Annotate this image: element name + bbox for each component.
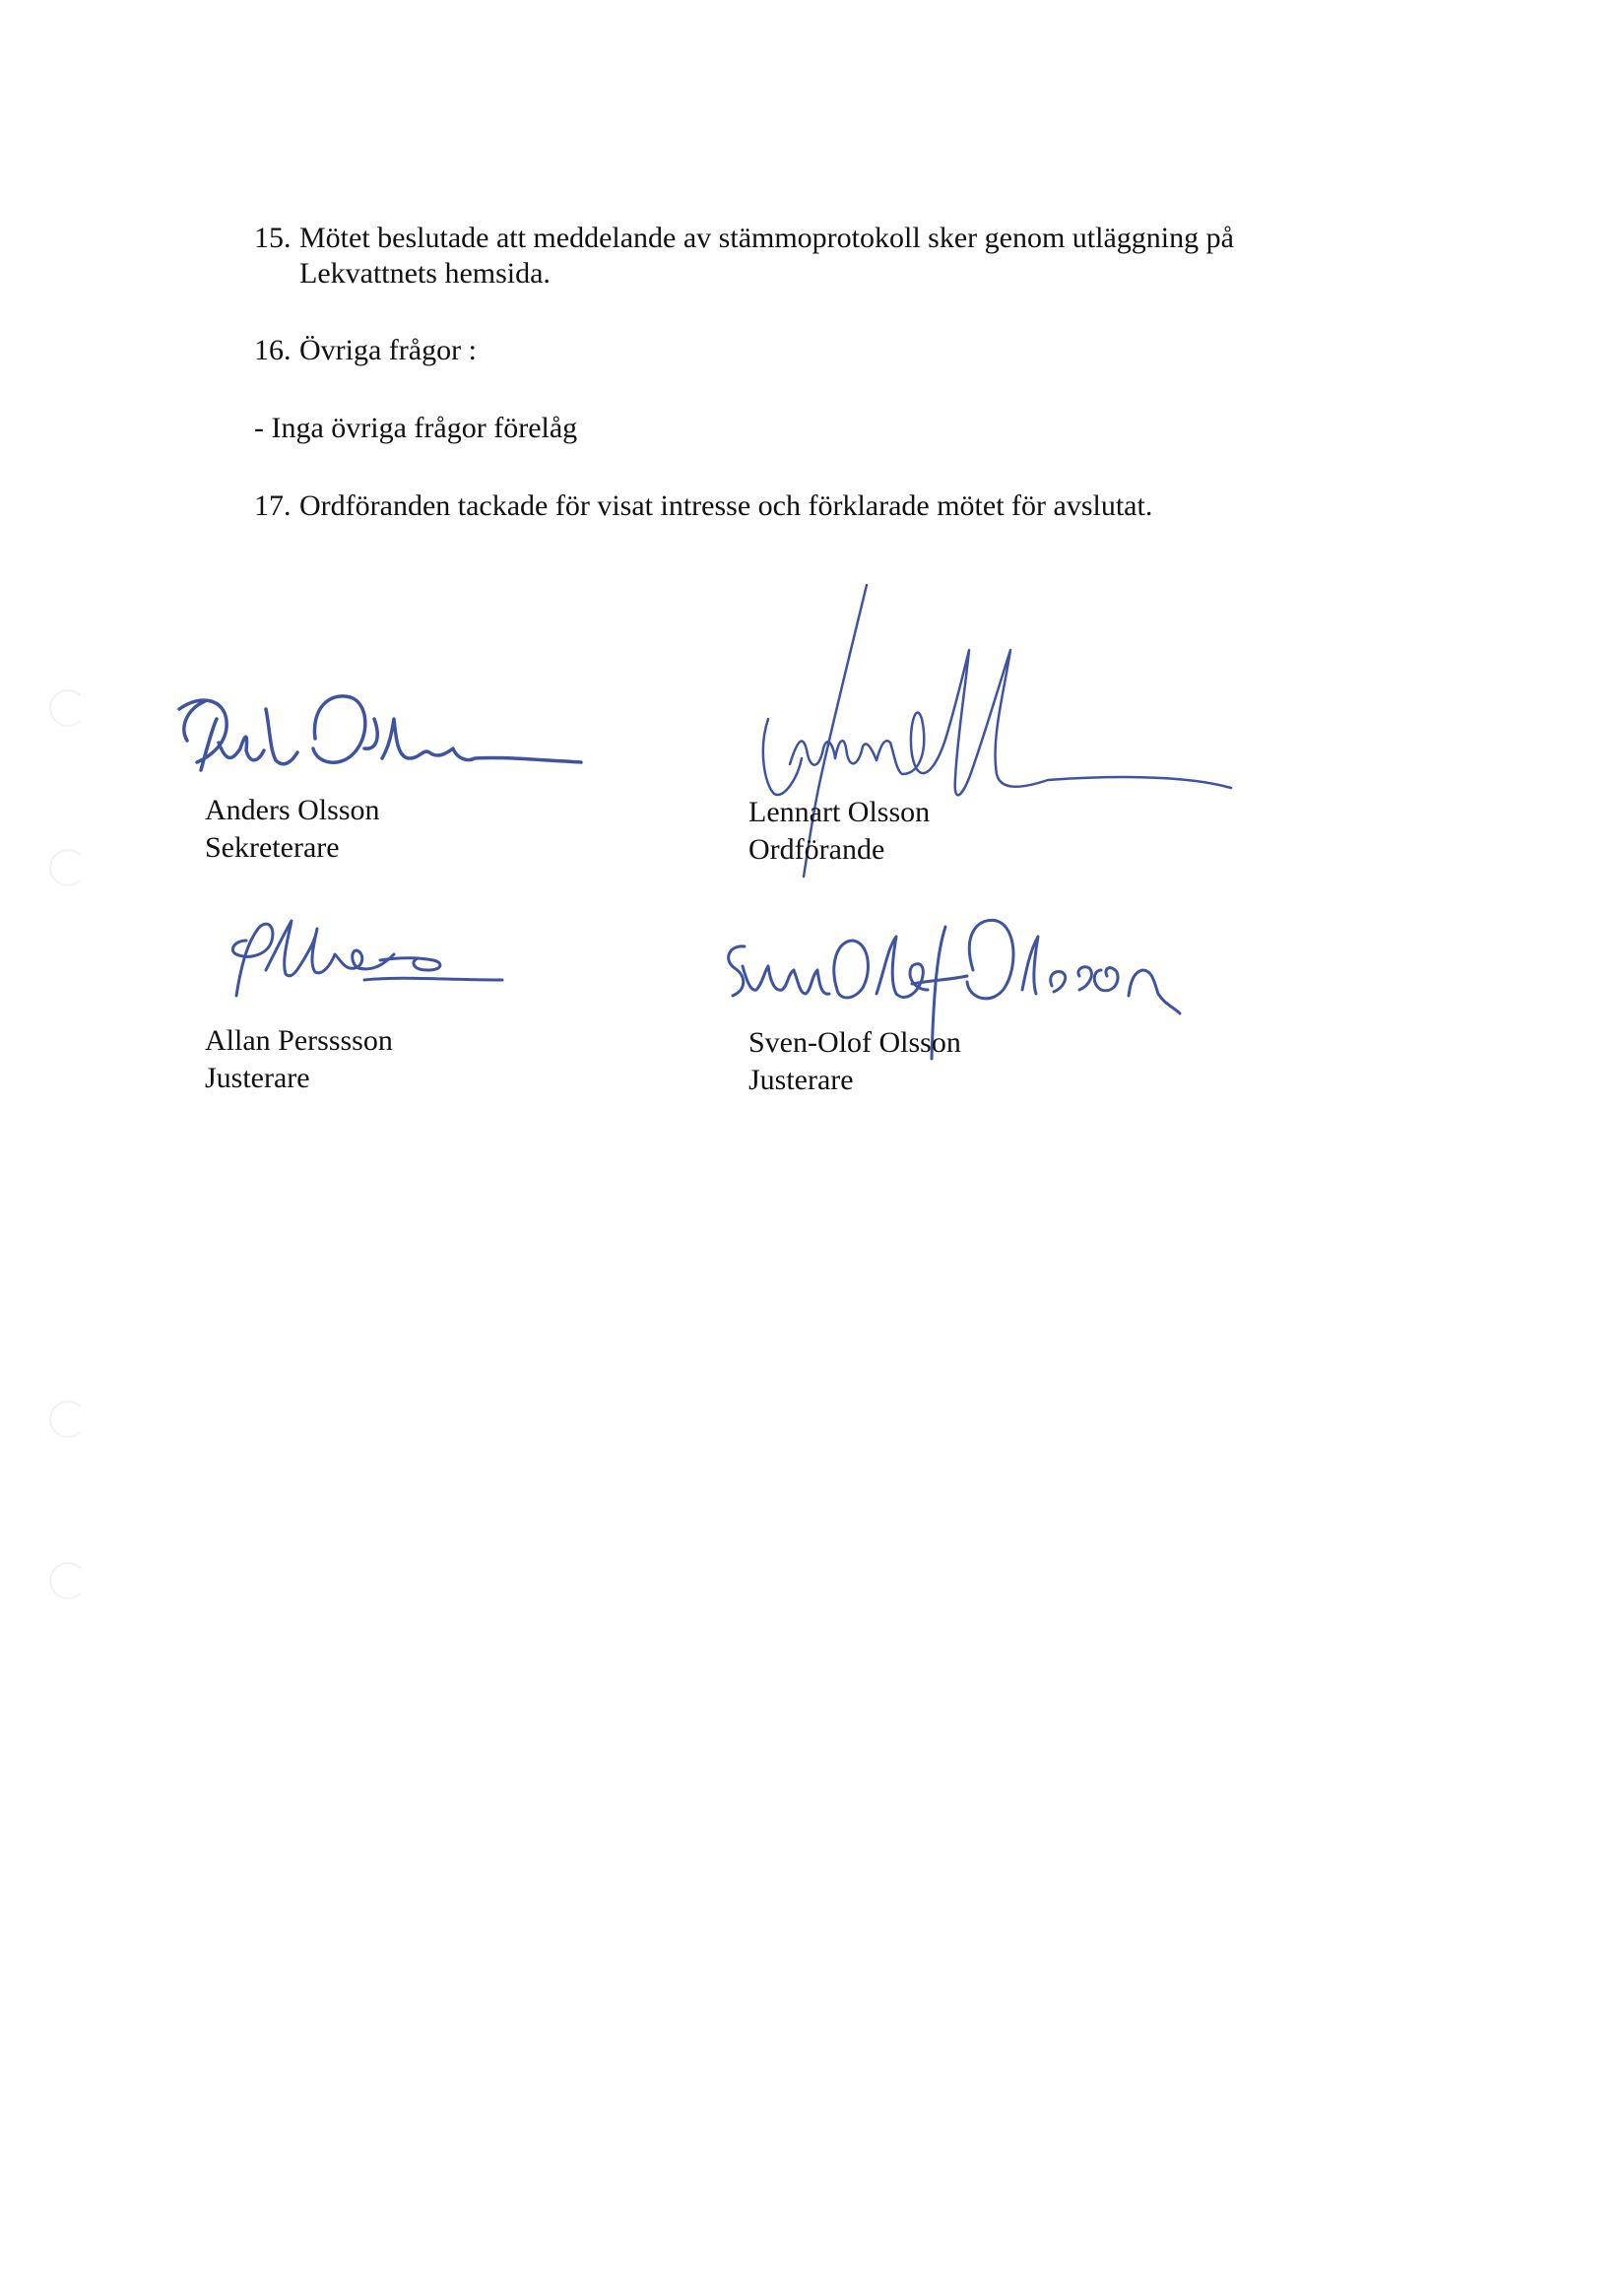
agenda-item-15: [254, 221, 1234, 292]
signatory-name: Sven-Olof Olsson: [748, 1026, 961, 1059]
signatory-name: Allan Persssson: [205, 1024, 393, 1057]
signatory-block-adjuster-2: [748, 1024, 961, 1099]
agenda-item-16: [254, 333, 477, 368]
signature-anders-olsson: [167, 680, 591, 798]
item-text: - Inga övriga frågor förelåg: [254, 412, 578, 444]
item-text: Ordföranden tackade för visat intresse och förklarade mötet för avslutat.: [299, 489, 1153, 522]
signatory-role: Sekreterare: [205, 831, 340, 864]
punch-hole-mark: [49, 689, 87, 727]
agenda-item-17: [254, 488, 1152, 524]
punch-hole-mark: [49, 1562, 87, 1599]
signatory-name: Anders Olsson: [205, 794, 380, 826]
signatory-role: Justerare: [748, 1064, 854, 1096]
item-number: 15.: [254, 222, 292, 254]
signatory-role: Ordförande: [748, 833, 885, 866]
item-text-line1: Mötet beslutade att meddelande av stämmoprotokoll sker genom utläggning på: [299, 222, 1234, 254]
signatory-block-secretary: [205, 792, 380, 867]
signatory-block-adjuster-1: [205, 1022, 393, 1097]
punch-hole-mark: [49, 1400, 87, 1438]
item-text-line2: Lekvattnets hemsida.: [299, 257, 551, 290]
punch-hole-mark: [49, 849, 87, 886]
signature-allan-persson: [207, 911, 522, 1009]
agenda-item-16-note: [254, 411, 577, 446]
item-number: 16.: [254, 334, 292, 366]
signatory-block-chair: [748, 794, 930, 869]
signatory-name: Lennart Olsson: [748, 796, 931, 828]
item-text: Övriga frågor :: [299, 334, 477, 366]
signatory-role: Justerare: [205, 1062, 310, 1094]
item-number: 17.: [254, 489, 292, 522]
